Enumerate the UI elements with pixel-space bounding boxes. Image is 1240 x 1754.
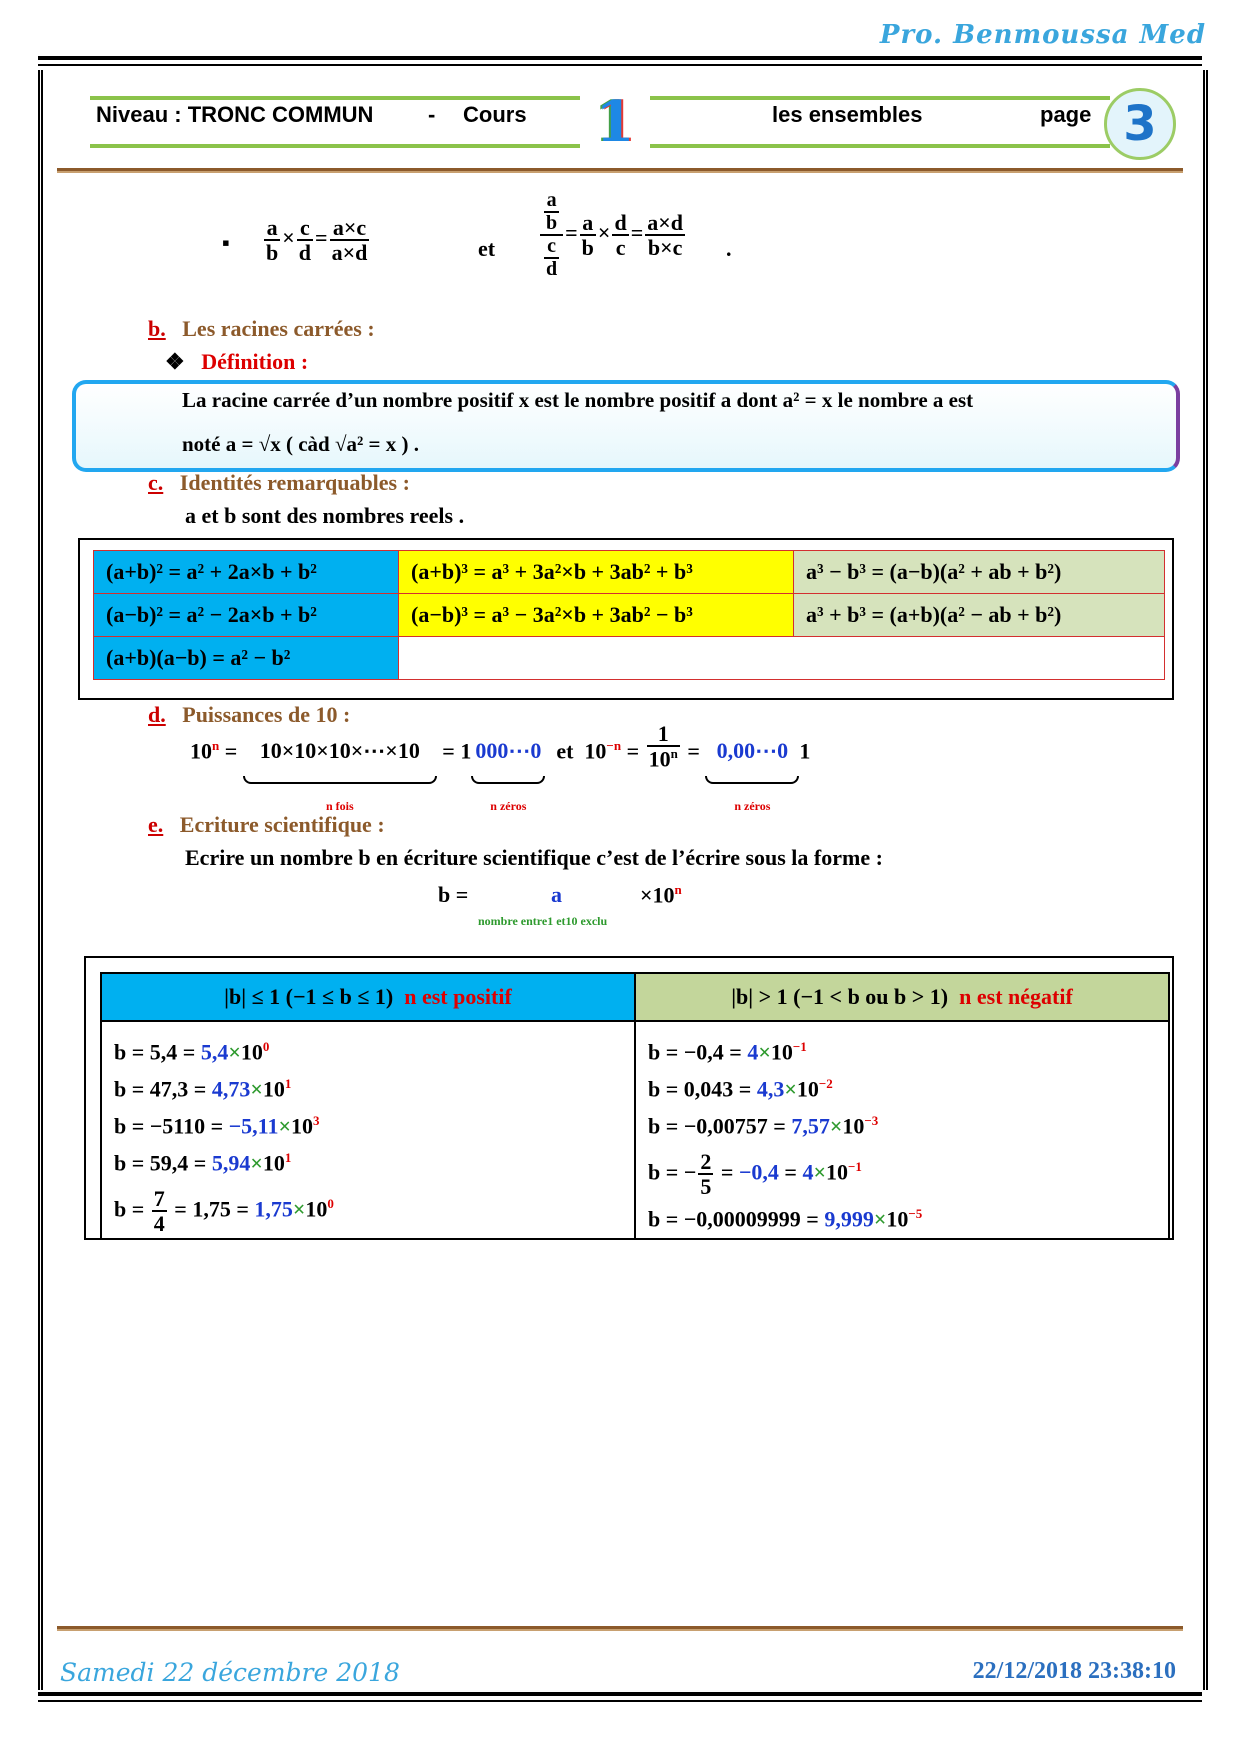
scientific-table	[100, 972, 1170, 1240]
list-item: $b = 59,4 = 5,94\times 10^1$	[114, 1150, 292, 1176]
section-b-letter: b.	[148, 316, 166, 341]
definition-heading	[165, 349, 308, 375]
n-zeros-label-2: n zéros	[734, 799, 771, 813]
section-d-title: Puissances de 10 :	[182, 702, 351, 727]
list-item: b = $\frac{7}{4}$ = $1,75 = 1,75\times 10^0$	[114, 1186, 334, 1237]
footer-timestamp: 22/12/2018 23:38:10	[972, 1658, 1176, 1684]
table-row	[94, 594, 1165, 637]
sci-form-a: a	[551, 882, 562, 907]
chapter-numeral: 1	[595, 89, 635, 155]
definition-line-2: noté a = √x ( càd √a² = x ) .	[182, 432, 420, 456]
section-d-letter: d.	[148, 702, 166, 727]
sci-header-right: |b| > 1 (−1 < b ou b > 1) n est négatif	[635, 973, 1169, 1021]
identity-cell: (a−b)³ = a³ − 3a²×b + 3ab² − b³	[399, 594, 794, 637]
identity-cell: (a+b)(a−b) = a² − b²	[94, 637, 399, 680]
header-page-label: page	[1040, 102, 1092, 127]
definition-line-1: La racine carrée d’un nombre positif x est le nombre positif a dont a² = x le nombre a est	[182, 388, 974, 412]
header-topic: les ensembles	[772, 102, 923, 127]
footer-date: Samedi 22 décembre 2018	[60, 1658, 400, 1687]
section-d-heading	[148, 702, 350, 728]
section-b-heading	[148, 316, 375, 342]
header-niveau: Niveau : TRONC COMMUN	[96, 102, 374, 127]
section-b-title: Les racines carrées :	[182, 316, 375, 341]
table-row	[101, 1021, 1169, 1239]
footer-separator	[57, 1626, 1183, 1631]
sci-form-note: nombre entre1 et10 exclu	[478, 914, 608, 928]
sci-examples-left	[101, 1021, 635, 1239]
product-term: 10×10×10×⋯×10	[259, 738, 420, 763]
section-e-intro: Ecrire un nombre b en écriture scientifique c’est de l’écrire sous la forme :	[185, 845, 883, 870]
header-line-right-bottom	[650, 144, 1110, 148]
identity-cell: (a+b)² = a² + 2a×b + b²	[94, 551, 399, 594]
list-item: $b = -0,00757 = 7,57\times 10^{-3}$	[648, 1113, 879, 1139]
header-dash: -	[428, 102, 436, 127]
page-frame	[38, 70, 1208, 1690]
identity-cell: a³ − b³ = (a−b)(a² + ab + b²)	[794, 551, 1165, 594]
n-zeros-label: n zéros	[490, 799, 527, 813]
n-fois-label: n fois	[325, 799, 354, 813]
section-c-heading	[148, 470, 410, 496]
identity-cell: a³ + b³ = (a+b)(a² − ab + b²)	[794, 594, 1165, 637]
section-c-letter: c.	[148, 470, 164, 495]
section-e-letter: e.	[148, 812, 164, 837]
fraction-product-formula: $\frac{a}{b}$ × $\frac{c}{d}$ = $\frac{a\times c}{a\times d}$	[266, 215, 368, 266]
sci-examples-right	[635, 1021, 1169, 1239]
identity-cell-empty	[399, 637, 1165, 680]
page-number-badge: 3	[1104, 88, 1176, 160]
bottom-border	[38, 1692, 1202, 1702]
table-row	[94, 637, 1165, 680]
table-header-row	[101, 973, 1169, 1021]
fraction-quotient-formula: $\frac{\frac{a}{b}}{\frac{c}{d}}$ = $\frac{a}{b}$ × $\frac{d}{c}$ = $\frac{a\times d}{b\times c}$	[538, 190, 687, 280]
header-line-left-bottom	[90, 144, 580, 148]
top-border	[38, 56, 1202, 66]
fraction-end-dot: .	[726, 236, 732, 261]
list-item: $b = -5110 = -5,11\times 10^3$	[114, 1113, 320, 1139]
decimal-term: 0,00⋯0	[716, 738, 789, 763]
header-line-left	[90, 96, 580, 100]
list-item: $b = -0,00009999 = 9,999\times 10^{-5}$	[648, 1206, 923, 1232]
powers-of-ten-formula: $10^n$ = 10×10×10×⋯×10 n fois = 1 000⋯0 n zéros et $10^{-n}$ = $\frac{1}{10^n}$ = 0,00⋯0 n zéros1	[190, 721, 811, 813]
section-e-title: Ecriture scientifique :	[179, 812, 385, 837]
section-c-intro: a et b sont des nombres reels .	[185, 503, 465, 528]
list-item: $b = 0,043 = 4,3\times 10^{-2}$	[648, 1076, 833, 1102]
diamond-icon: ❖	[165, 349, 185, 374]
definition-label: Définition :	[201, 349, 309, 374]
fraction-et: et	[478, 236, 496, 261]
identity-cell: (a−b)² = a² − 2a×b + b²	[94, 594, 399, 637]
zeros-term: 000⋯0	[475, 738, 542, 763]
list-item: $b = 5,4 = 5,4\times 10^0$	[114, 1039, 270, 1065]
sci-form-b: b =	[438, 882, 469, 907]
header-cours: Cours	[463, 102, 527, 127]
section-c-title: Identités remarquables :	[179, 470, 410, 495]
section-e-heading	[148, 812, 385, 838]
identities-table	[93, 550, 1165, 680]
fraction-bullet: ▪	[222, 230, 230, 255]
header-line-right	[650, 96, 1110, 100]
identity-cell: (a+b)³ = a³ + 3a²×b + 3ab² + b³	[399, 551, 794, 594]
list-item: b = − $\frac{2}{5}$ = $-0,4 = 4\times 10^{-1}$	[648, 1149, 862, 1200]
author-name: Pro. Benmoussa Med	[879, 20, 1206, 50]
header-separator	[57, 168, 1183, 173]
table-row	[94, 551, 1165, 594]
list-item: $b = 47,3 = 4,73\times 10^1$	[114, 1076, 292, 1102]
list-item: $b = -0,4 = 4\times 10^{-1}$	[648, 1039, 807, 1065]
sci-form-times10: $\times 10^n$	[640, 882, 682, 908]
sci-header-left: |b| ≤ 1 (−1 ≤ b ≤ 1) n est positif	[101, 973, 635, 1021]
